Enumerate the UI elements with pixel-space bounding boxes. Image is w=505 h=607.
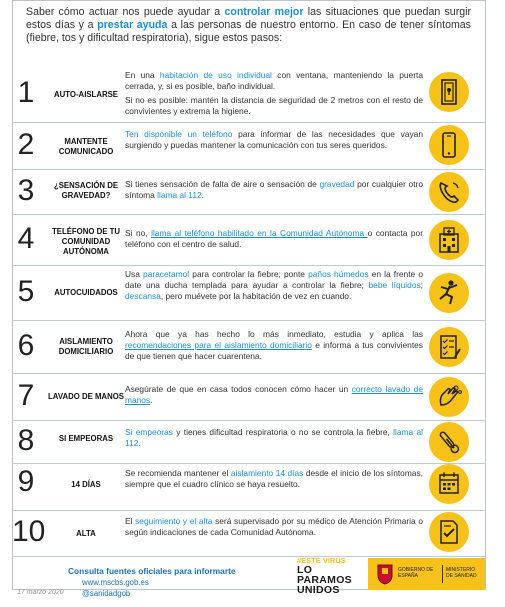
step-label: LAVADO DE MANOS	[48, 392, 124, 401]
intro-text-3: a las personas de nuestro entorno. En caso de tener síntomas (fiebre, tos y dificultad respiratoria), sigue estos pasos:	[26, 19, 471, 45]
campaign-hashtag: #ESTE VIRUS	[297, 556, 346, 565]
footer-title: Consulta fuentes oficiales para informarte	[68, 566, 236, 576]
intro-text-1: Saber cómo actuar nos puede ayudar a	[26, 6, 225, 18]
step-description: En una habitación de uso individual con ventana, manteniendo la puerta cerrada, y, si es posible, baño individual.	[125, 70, 423, 91]
step-label: TELÉFONO DE TU COMUNIDAD AUTÓNOMA	[51, 227, 120, 256]
step-description: Si tienes sensación de falta de aire o sensación de gravedad por cualquier otro síntoma llama al 112.	[125, 179, 423, 200]
step-9	[12, 464, 486, 510]
footer-url-link[interactable]: www.mscbs.gob.es	[82, 578, 149, 587]
step-description: Asegúrate de que en casa todos conocen cómo hacer un correcto lavado de manos.	[125, 384, 423, 405]
step-4	[12, 215, 486, 265]
checklist-icon	[429, 327, 469, 367]
ministry-name: MINISTERIO DE SANIDAD	[446, 567, 477, 579]
step-number: 8	[17, 424, 35, 457]
government-name: GOBIERNO DE ESPAÑA	[398, 567, 434, 579]
step-7	[12, 374, 486, 420]
intro-highlight-2: prestar ayuda	[97, 19, 168, 32]
step-label: MANTENTE COMUNICADO	[58, 137, 114, 156]
intro-paragraph	[26, 6, 471, 46]
phone-icon	[429, 125, 469, 165]
government-logo	[368, 558, 485, 590]
step-label: AISLAMIENTO DOMICILIARIO	[58, 337, 114, 356]
step-number: 3	[17, 174, 35, 207]
step-number: 10	[12, 515, 46, 548]
step-number: 7	[17, 379, 35, 412]
step-number: 1	[17, 76, 35, 109]
step-description: Si no, llama al teléfono habilitado en la Comunidad Autónoma o contacta por teléfono con el centro de salud.	[125, 228, 424, 249]
hands-icon	[429, 377, 469, 417]
step-description: Si empeoras y tienes dificultad respiratoria o no se controla la fiebre, llama al 112.	[125, 427, 424, 448]
step-6	[12, 321, 486, 373]
step-label: AUTO-AISLARSE	[54, 90, 118, 99]
step-description: Se recomienda mantener el aislamiento 14 días desde el inicio de los síntomas, siempre que el cuadro clínico se haya resuelto.	[125, 468, 423, 489]
divider	[12, 556, 486, 557]
campaign-slogan: LO PARAMOS UNIDOS	[297, 564, 352, 596]
step-2	[12, 123, 486, 169]
step-number: 9	[17, 465, 35, 498]
calendar-icon	[429, 464, 469, 504]
step-number: 4	[17, 222, 35, 255]
intro-text-2: las situaciones que puedan surgir estos días y a	[26, 6, 472, 32]
step-label: SI EMPEORAS	[58, 434, 114, 443]
step-number: 5	[17, 275, 35, 308]
step-3	[12, 170, 486, 214]
footer-twitter-handle[interactable]: @sanidadgob	[82, 589, 131, 598]
document-check-icon	[429, 512, 469, 552]
step-number: 6	[17, 329, 35, 362]
exercise-icon	[429, 273, 469, 313]
step-description: El seguimiento y el alta será supervisado por su médico de Atención Primaria o según indicaciones de cada Comunidad Autónoma.	[125, 516, 423, 537]
step-description-2: Si no es posible: mantén la distancia de seguridad de 2 metros con el resto de convivientes y extrema la higiene.	[125, 95, 423, 116]
campaign-logo	[297, 557, 359, 595]
step-label: AUTOCUIDADOS	[54, 288, 118, 297]
hospital-icon	[429, 220, 469, 260]
step-label: ALTA	[76, 529, 96, 538]
step-label: ¿SENSACIÓN DE GRAVEDAD?	[53, 181, 119, 200]
footer-date: 17 marzo 2020	[17, 589, 64, 596]
call-icon	[429, 172, 469, 212]
step-description: Usa paracetamol para controlar la fiebre; ponte paños húmedos en la frente o date una ducha templada para ayudar a controlar la fiebre; bebe líquidos; descansa, pero muévete por la habitación de vez en cuando.	[125, 269, 423, 301]
step-1	[12, 68, 486, 122]
step-number: 2	[17, 128, 35, 161]
step-10	[12, 511, 486, 555]
step-description: Ten disponible un teléfono para informar de las necesidades que vayan surgiendo y puedas mantener la comunicación con tus seres queridos.	[125, 129, 423, 150]
step-label: 14 DÍAS	[71, 480, 101, 489]
logo-separator	[442, 565, 443, 583]
step-description: Ahora que ya has hecho lo más inmediato, estudia y aplica las recomendaciones para el aislamiento domiciliario e informa a tus convivientes de que tienen que hacer cuarentena.	[125, 329, 423, 361]
step-5	[12, 266, 486, 320]
intro-highlight-1: controlar mejor	[224, 6, 304, 18]
coat-of-arms-icon	[376, 563, 394, 585]
door-icon	[429, 72, 469, 112]
step-8	[12, 421, 486, 463]
thermometer-icon	[429, 422, 469, 462]
